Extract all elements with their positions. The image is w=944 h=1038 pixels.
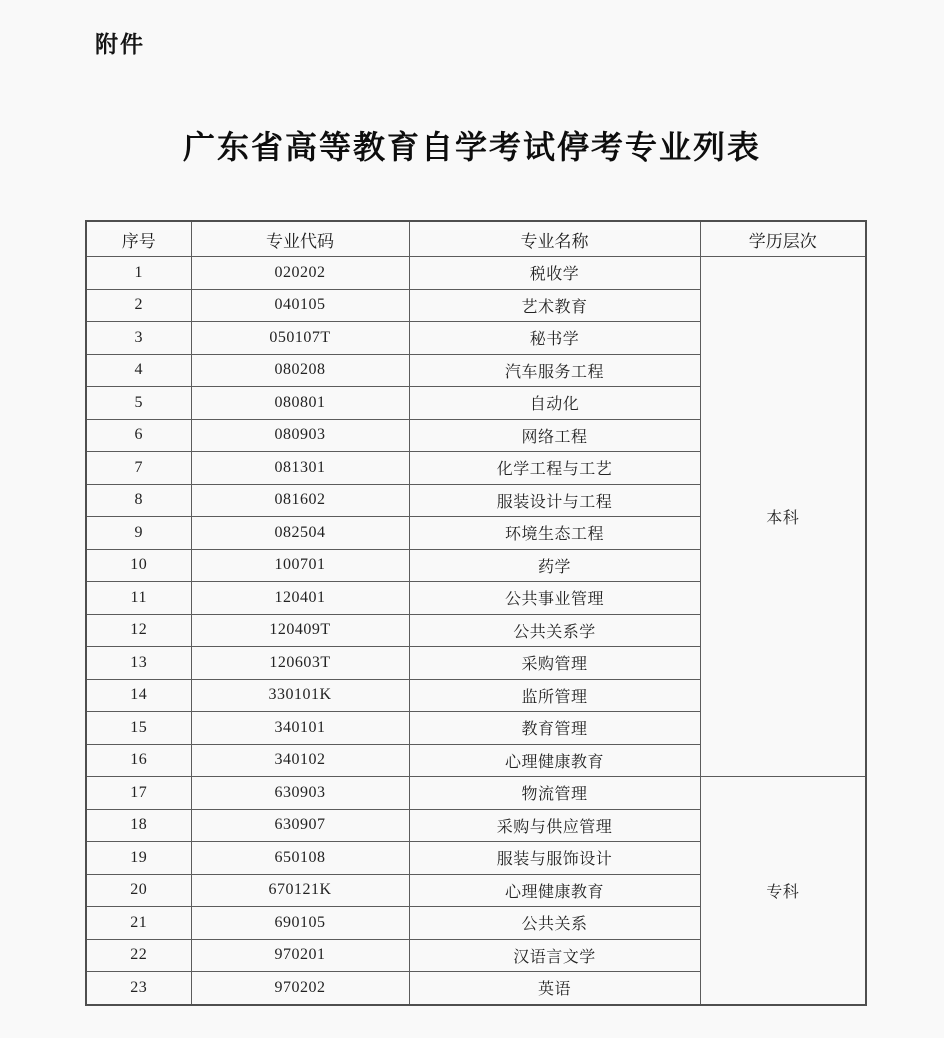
cell-name: 环境生态工程 <box>409 517 700 550</box>
cell-code: 082504 <box>191 517 409 550</box>
cell-index: 23 <box>86 972 191 1005</box>
cell-code: 080903 <box>191 419 409 452</box>
cell-code: 080801 <box>191 387 409 420</box>
cell-name: 秘书学 <box>409 322 700 355</box>
cell-name: 教育管理 <box>409 712 700 745</box>
cell-name: 心理健康教育 <box>409 874 700 907</box>
cell-code: 970201 <box>191 939 409 972</box>
attachment-label: 附件 <box>95 31 145 57</box>
cell-index: 5 <box>86 387 191 420</box>
column-header-name: 专业名称 <box>409 221 700 257</box>
cell-code: 020202 <box>191 257 409 290</box>
cell-index: 19 <box>86 842 191 875</box>
cell-index: 10 <box>86 549 191 582</box>
cell-index: 22 <box>86 939 191 972</box>
column-header-code: 专业代码 <box>191 221 409 257</box>
cell-code: 120409T <box>191 614 409 647</box>
cell-name: 药学 <box>409 549 700 582</box>
cell-name: 采购与供应管理 <box>409 809 700 842</box>
cell-name: 艺术教育 <box>409 289 700 322</box>
cell-index: 17 <box>86 777 191 810</box>
cell-code: 690105 <box>191 907 409 940</box>
table-row <box>86 777 866 810</box>
cell-code: 040105 <box>191 289 409 322</box>
cell-index: 11 <box>86 582 191 615</box>
cell-education-level: 专科 <box>700 777 866 1005</box>
cell-name: 服装与服饰设计 <box>409 842 700 875</box>
column-header-index: 序号 <box>86 221 191 257</box>
cell-code: 050107T <box>191 322 409 355</box>
cell-index: 20 <box>86 874 191 907</box>
page-title: 广东省高等教育自学考试停考专业列表 <box>182 129 761 165</box>
cell-code: 081602 <box>191 484 409 517</box>
cell-code: 120401 <box>191 582 409 615</box>
cell-index: 1 <box>86 257 191 290</box>
cell-index: 9 <box>86 517 191 550</box>
suspended-majors-table <box>85 220 867 1006</box>
cell-index: 14 <box>86 679 191 712</box>
table-header-row <box>86 221 866 257</box>
majors-table-body <box>86 257 866 1005</box>
cell-code: 970202 <box>191 972 409 1005</box>
cell-name: 监所管理 <box>409 679 700 712</box>
cell-name: 网络工程 <box>409 419 700 452</box>
cell-index: 8 <box>86 484 191 517</box>
cell-index: 3 <box>86 322 191 355</box>
cell-name: 化学工程与工艺 <box>409 452 700 485</box>
cell-code: 100701 <box>191 549 409 582</box>
cell-name: 汽车服务工程 <box>409 354 700 387</box>
cell-name: 自动化 <box>409 387 700 420</box>
cell-name: 物流管理 <box>409 777 700 810</box>
cell-code: 650108 <box>191 842 409 875</box>
cell-name: 公共关系 <box>409 907 700 940</box>
cell-name: 汉语言文学 <box>409 939 700 972</box>
cell-index: 13 <box>86 647 191 680</box>
cell-index: 18 <box>86 809 191 842</box>
cell-name: 税收学 <box>409 257 700 290</box>
cell-name: 心理健康教育 <box>409 744 700 777</box>
cell-code: 080208 <box>191 354 409 387</box>
cell-code: 330101K <box>191 679 409 712</box>
cell-name: 英语 <box>409 972 700 1005</box>
cell-name: 服装设计与工程 <box>409 484 700 517</box>
cell-code: 340101 <box>191 712 409 745</box>
cell-code: 120603T <box>191 647 409 680</box>
cell-index: 7 <box>86 452 191 485</box>
cell-index: 12 <box>86 614 191 647</box>
cell-name: 采购管理 <box>409 647 700 680</box>
column-header-level: 学历层次 <box>700 221 866 257</box>
cell-index: 4 <box>86 354 191 387</box>
cell-education-level: 本科 <box>700 257 866 777</box>
table-row <box>86 257 866 290</box>
cell-code: 630907 <box>191 809 409 842</box>
cell-index: 21 <box>86 907 191 940</box>
cell-name: 公共关系学 <box>409 614 700 647</box>
cell-code: 340102 <box>191 744 409 777</box>
cell-code: 081301 <box>191 452 409 485</box>
cell-index: 16 <box>86 744 191 777</box>
cell-code: 630903 <box>191 777 409 810</box>
cell-name: 公共事业管理 <box>409 582 700 615</box>
cell-index: 15 <box>86 712 191 745</box>
cell-index: 6 <box>86 419 191 452</box>
cell-code: 670121K <box>191 874 409 907</box>
cell-index: 2 <box>86 289 191 322</box>
